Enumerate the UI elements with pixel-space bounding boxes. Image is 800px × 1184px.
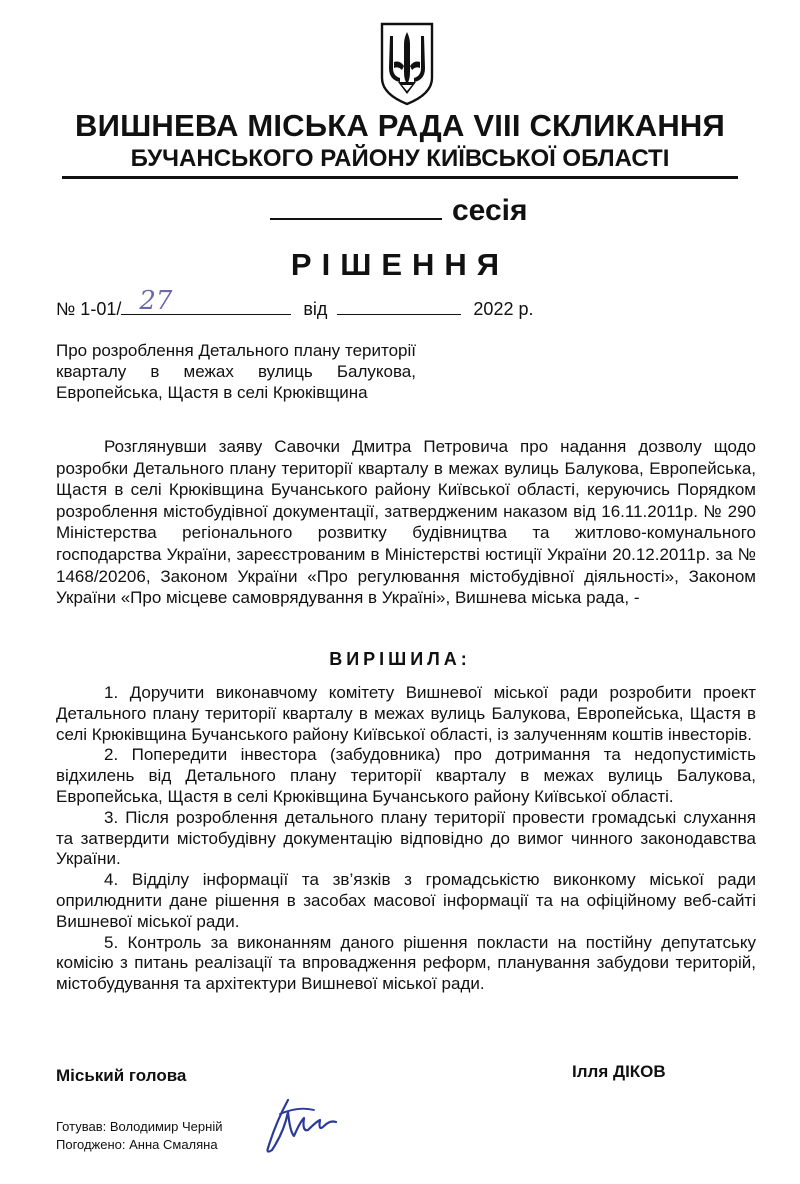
decision-subject	[56, 340, 416, 403]
decision-year: 2022 р.	[473, 299, 534, 319]
mayor-title: Міський голова	[56, 1066, 187, 1085]
preamble	[56, 436, 756, 609]
decision-number-line	[56, 286, 534, 322]
mayor-name: Ілля ДІКОВ	[572, 1062, 666, 1081]
list-item: 1. Доручити виконавчому комітету Вишневої міської ради розробити проект Детального плану території кварталу в межах вулиць Балукова, Европейська, Щастя в селі Крюківщина Бучанського району Київської області, із залученням коштів інвесторів.	[56, 683, 756, 744]
preamble-text: Розглянувши заяву Савочки Дмитра Петровича про надання дозволу щодо розробки Детального плану території кварталу в межах вулиць Балукова, Европейська, Щастя в селі Крюківщина Бучанського району Київської області, керуючись Порядком розроблення містобудівної документації, затвердженим наказом від 16.11.2011р. № 290 Міністерства регіонального розвитку будівництва та житлово-комунального господарства України, зареєстрованим в Міністерстві юстиції України 20.12.2011р. за № 1468/20206, Законом України «Про регулювання містобудівної діяльності», Законом України «Про місцеве самоврядування в Україні», Вишнева міська рада, -	[56, 437, 756, 608]
session-number-blank	[270, 190, 442, 220]
number-blank	[121, 286, 291, 316]
resolved-heading: ВИРІШИЛА:	[329, 649, 471, 669]
document-footer	[56, 1118, 222, 1154]
council-title: ВИШНЕВА МІСЬКА РАДА VIII СКЛИКАННЯ	[75, 108, 725, 143]
date-blank	[337, 294, 461, 315]
subject-text: Про розроблення Детального плану території кварталу в межах вулиць Балукова, Европейська, Щастя в селі Крюківщина	[56, 341, 416, 402]
decision-items	[56, 683, 756, 995]
list-item: 2. Попередити інвестора (забудовника) про дотримання та недопустимість відхилень від Детального плану території кварталу в межах вулиць Балукова, Европейська, Щастя в селі Крюківщина Бучанського району Київської області.	[56, 745, 756, 806]
list-item: 3. Після розроблення детального плану території провести громадські слухання та затвердити містобудівну документацію відповідно до вимог чинного законодавства України.	[56, 807, 756, 869]
list-item: 4. Відділу інформації та зв’язків з громадськістю виконкому міської ради оприлюднити дане рішення в засобах масової інформації та на офіційному веб-сайті Вишневої міської ради.	[56, 870, 756, 931]
number-prefix: № 1-01/	[56, 299, 122, 319]
agreed-by: Погоджено: Анна Смаляна	[56, 1137, 218, 1152]
list-item: 5. Контроль за виконанням даного рішення покласти на постійну депутатську комісію з питань реалізації та впровадження реформ, планування забудови територій, містобудування та архітектури Вишневої міської ради.	[56, 932, 756, 994]
handwritten-number: 27	[139, 286, 173, 316]
from-word: від	[303, 299, 328, 319]
council-district: БУЧАНСЬКОГО РАЙОНУ КИЇВСЬКОЇ ОБЛАСТІ	[62, 144, 738, 179]
handwritten-signature	[258, 1092, 338, 1162]
session-line	[270, 190, 528, 231]
document-title: РІШЕННЯ	[290, 247, 510, 282]
prepared-by: Готував: Володимир Черній	[56, 1119, 223, 1134]
session-word: сесія	[452, 194, 528, 227]
trident-coat-of-arms-icon	[380, 22, 434, 106]
